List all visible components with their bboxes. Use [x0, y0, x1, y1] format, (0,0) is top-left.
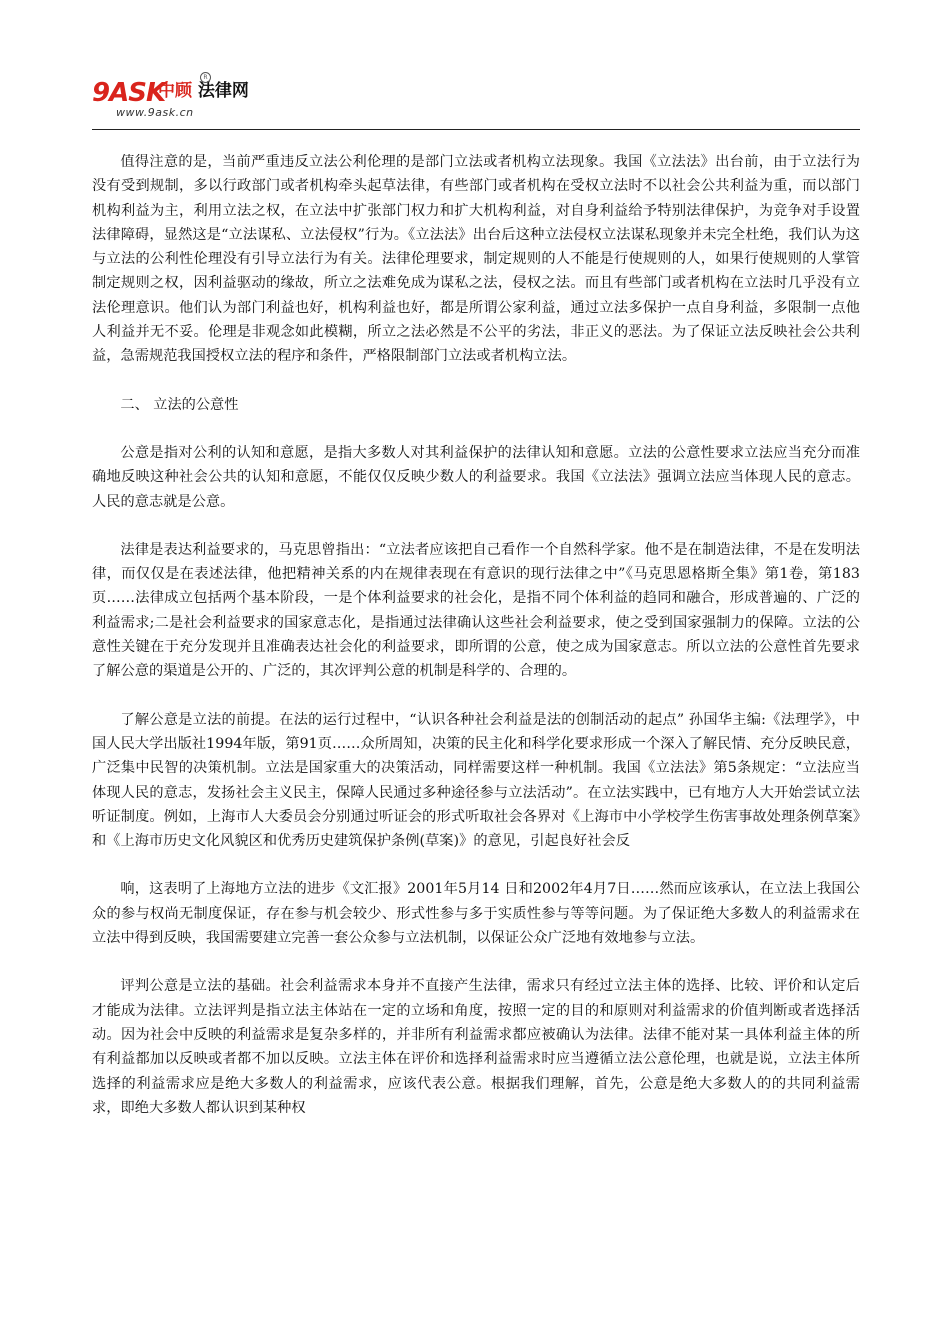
paragraph-gap: [92, 950, 860, 974]
logo-chinese-name: [158, 80, 249, 102]
logo-url: www.9ask.cn: [116, 106, 194, 119]
logo-cn-part-a: 中顾: [158, 81, 192, 101]
registered-mark-icon: R: [200, 72, 211, 83]
header-divider: [92, 129, 860, 130]
logo-mark: 9ASK: [92, 78, 166, 108]
section-heading: 二、 立法的公意性: [120, 396, 239, 413]
paragraph-5: 响，这表明了上海地方立法的进步《文汇报》2001年5月14 日和2002年4月7日……然而应该承认，在立法上我国公众的参与权尚无制度保证，存在参与机会较少、形式性参与多于实质性参与等等问题。为了保证绝大多数人的利益需求在立法中得到反映，我国需要建立完善一套公众参与立法机制，以保证公众广泛地有效地参与立法。: [92, 881, 860, 947]
paragraph-4: 了解公意是立法的前提。在法的运行过程中，“认识各种社会利益是法的创制活动的起点” 孙国华主编:《法理学》，中国人民大学出版社1994年版，第91页……众所周知，决策的民主化和科学化要求形成一个深入了解民情、充分反映民意，广泛集中民智的决策机制。立法是国家重大的决策活动，同样需要这样一种机制。我国《立法法》第5条规定：“立法应当体现人民的意志，发扬社会主义民主，保障人民通过多种途径参与立法活动”。在立法实践中，已有地方人大开始尝试立法听证制度。例如，上海市人大委员会分别通过听证会的形式听取社会各界对《上海市中小学校学生伤害事故处理条例草案》和《上海市历史文化风貌区和优秀历史建筑保护条例(草案)》的意见，引起良好社会反: [92, 711, 860, 850]
paragraph-2: 公意是指对公利的认知和意愿，是指大多数人对其利益保护的法律认知和意愿。立法的公意性要求立法应当充分而准确地反映这种社会公共的认知和意愿，不能仅仅反映少数人的利益要求。我国《立法法》强调立法应当体现人民的意志。人民的意志就是公意。: [92, 444, 860, 510]
document-body: [92, 150, 860, 1120]
paragraph-gap: [92, 369, 860, 393]
paragraph-6: 评判公意是立法的基础。社会利益需求本身并不直接产生法律，需求只有经过立法主体的选择、比较、评价和认定后才能成为法律。立法评判是指立法主体站在一定的立场和角度，按照一定的目的和原则对利益需求的价值判断或者选择活动。因为社会中反映的利益需求是复杂多样的，并非所有利益需求都应被确认为法律。法律不能对某一具体利益主体的所有利益都加以反映或者都不加以反映。立法主体在评价和选择利益需求时应当遵循立法公意伦理，也就是说，立法主体所选择的利益需求应是绝大多数人的利益需求，应该代表公意。根据我们理解，首先，公意是绝大多数人的的共同利益需求，即绝大多数人都认识到某种权: [92, 978, 860, 1116]
paragraph-gap: [92, 514, 860, 538]
paragraph-gap: [92, 684, 860, 708]
logo-cn-part-b: 法律网: [197, 81, 249, 101]
paragraph-1: 值得注意的是，当前严重违反立法公利伦理的是部门立法或者机构立法现象。我国《立法法》出台前，由于立法行为没有受到规制，多以行政部门或者机构牵头起草法律，有些部门或者机构在受权立法时不以社会公共利益为重，而以部门机构利益为主，利用立法之权，在立法中扩张部门权力和扩大机构利益，对自身利益给予特别法律保护，为竞争对手设置法律障碍，显然这是“立法谋私、立法侵权”行为。《立法法》出台后这种立法侵权立法谋私现象并未完全杜绝，我们认为这与立法的公利性伦理没有引导立法行为有关。法律伦理要求，制定规则的人不能是行使规则的人，如果行使规则的人掌管制定规则之权，因利益驱动的缘故，所立之法难免成为谋私之法，侵权之法。而且有些部门或者机构在立法时几乎没有立法伦理意识。他们认为部门利益也好，机构利益也好，都是所谓公家利益，通过立法多保护一点自身利益，多限制一点他人利益并无不妥。伦理是非观念如此模糊，所立之法必然是不公平的劣法，非正义的恶法。为了保证立法反映社会公共利益，急需规范我国授权立法的程序和条件，严格限制部门立法或者机构立法。: [92, 154, 860, 365]
site-logo[interactable]: [92, 72, 292, 124]
paragraph-3: 法律是表达利益要求的，马克思曾指出：“立法者应该把自己看作一个自然科学家。他不是在制造法律，不是在发明法律，而仅仅是在表述法律，他把精神关系的内在规律表现在有意识的现行法律之中”《马克思恩格斯全集》第1卷，第183页……法律成立包括两个基本阶段，一是个体利益要求的社会化，是指不同个体利益的趋同和融合，形成普遍的、广泛的利益需求;二是社会利益要求的国家意志化，是指通过法律确认这些社会利益要求，使之受到国家强制力的保障。立法的公意性关键在于充分发现并且准确表达社会化的利益要求，即所谓的公意，使之成为国家意志。所以立法的公意性首先要求了解公意的渠道是公开的、广泛的，其次评判公意的机制是科学的、合理的。: [92, 541, 860, 680]
page-header: [92, 72, 860, 130]
paragraph-gap: [92, 417, 860, 441]
paragraph-gap: [92, 853, 860, 877]
